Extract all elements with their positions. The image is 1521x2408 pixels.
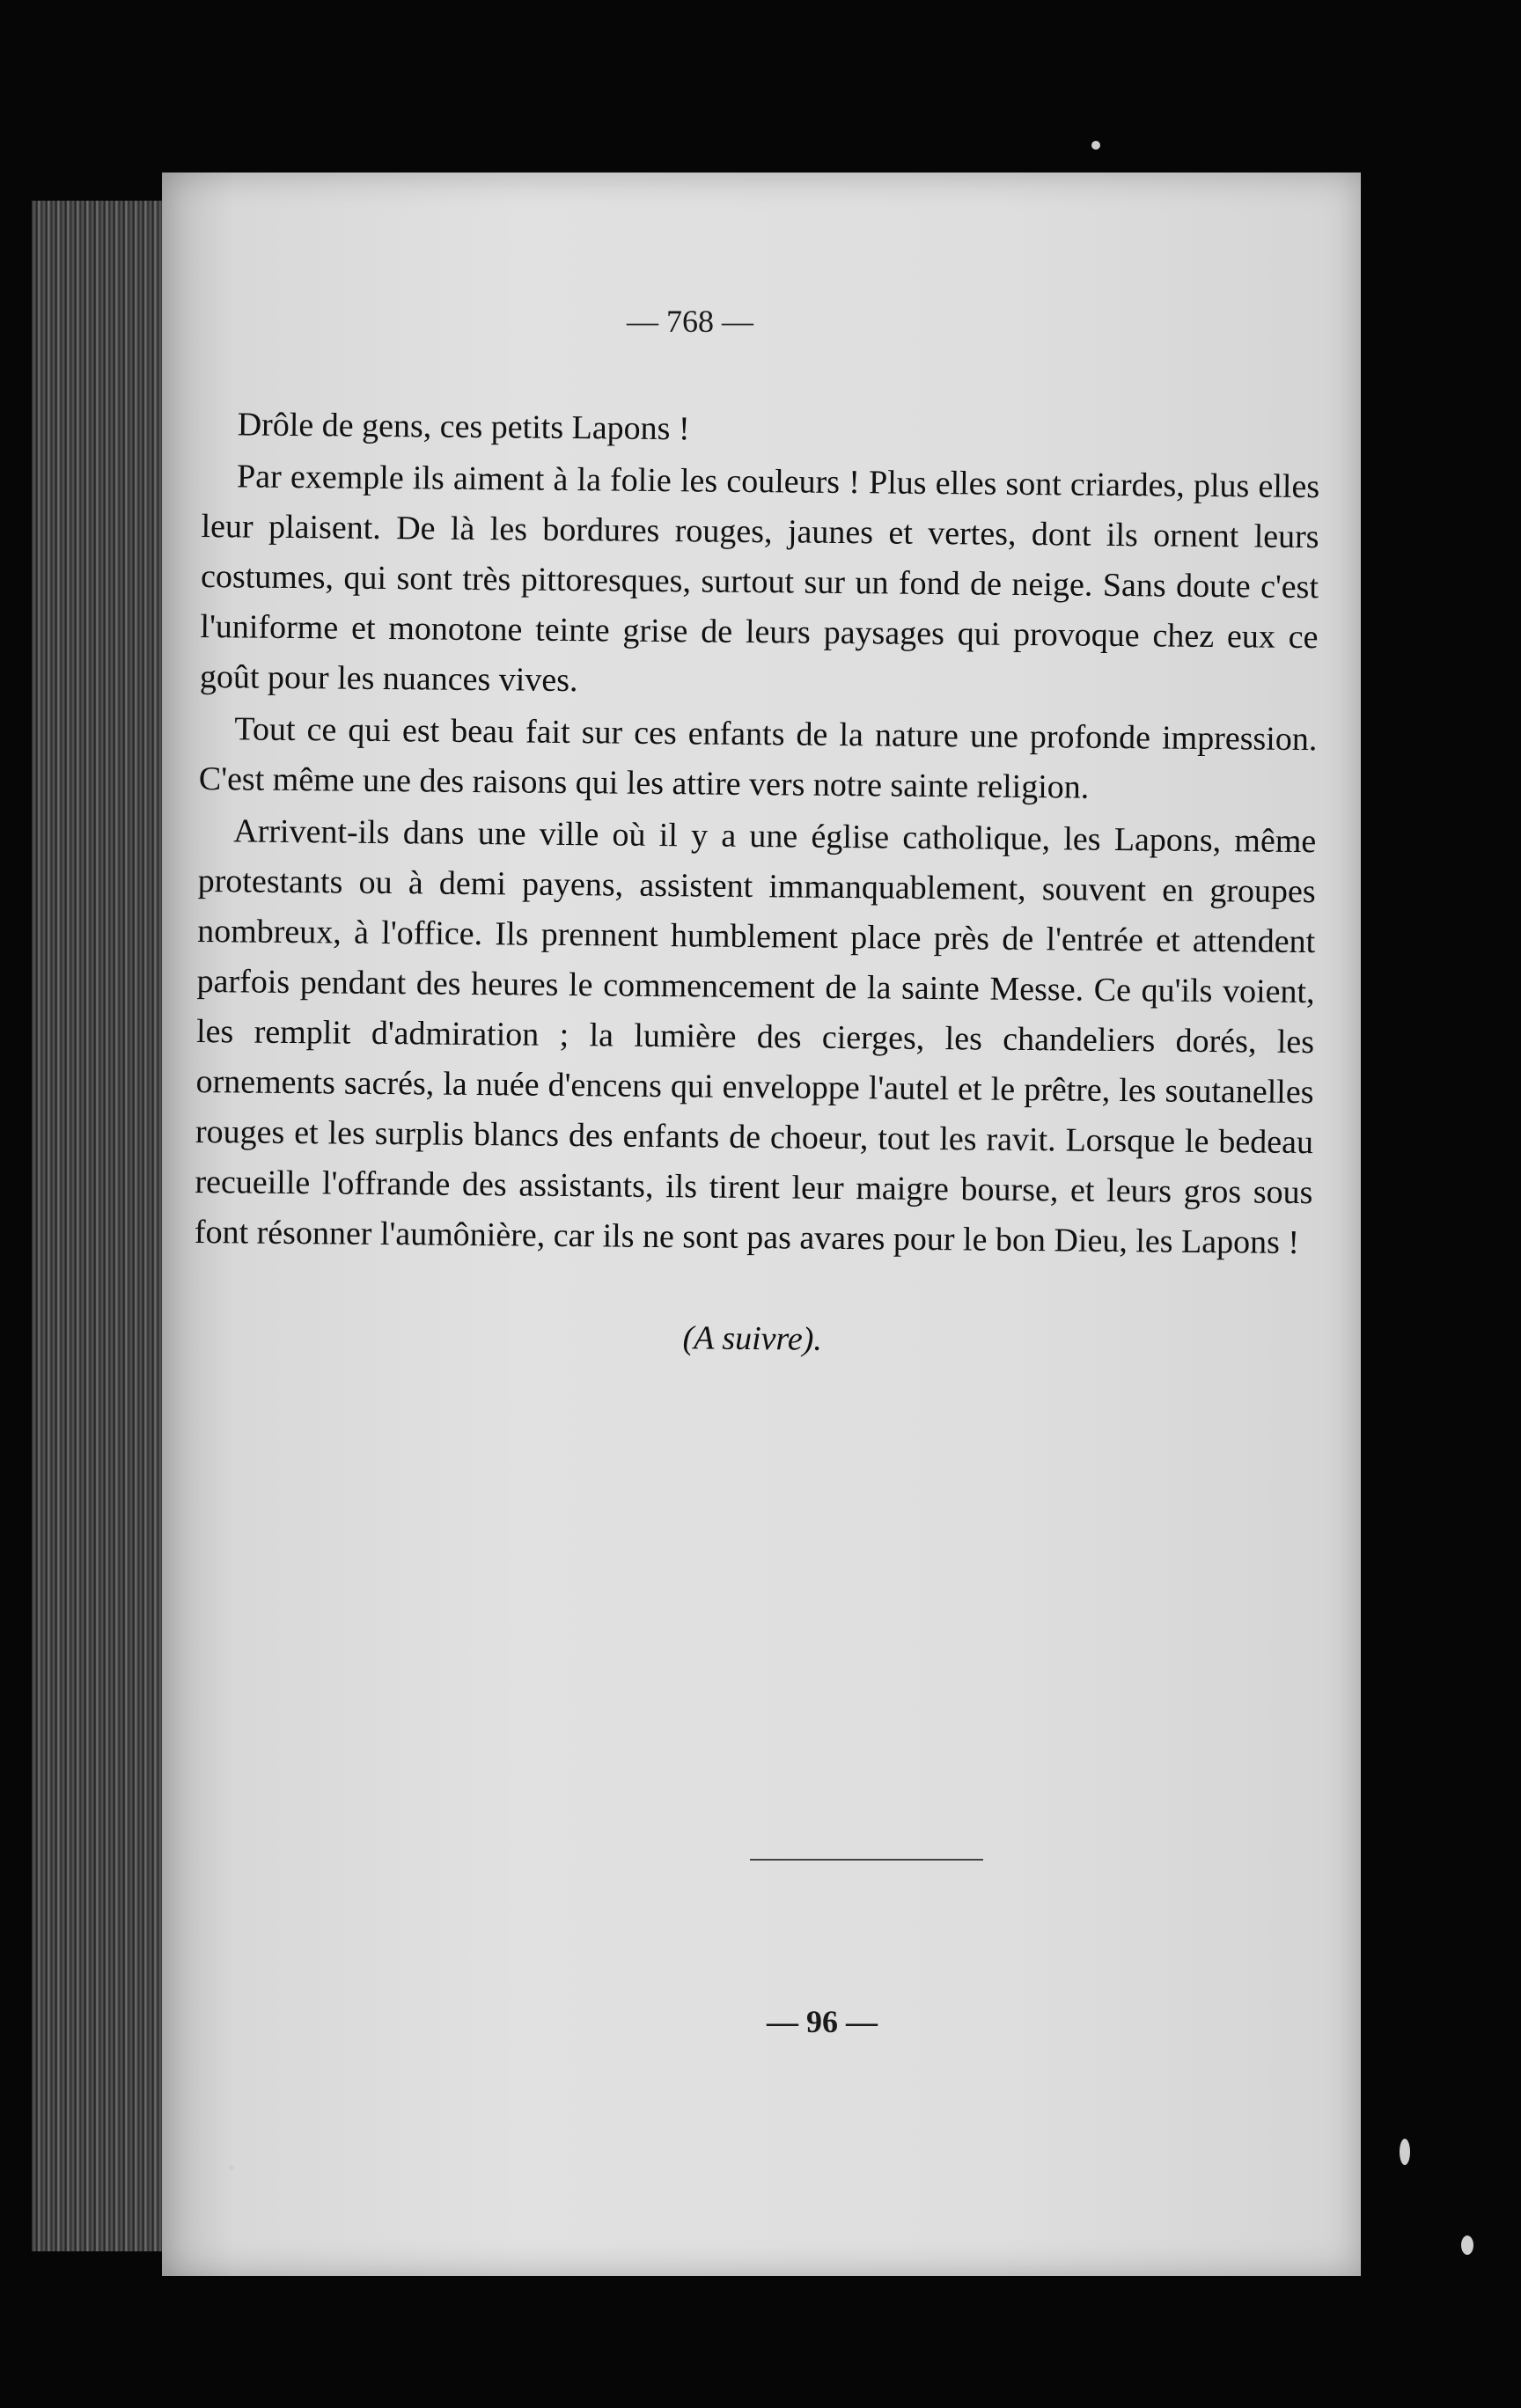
book-page (162, 173, 1361, 2276)
page-number-top: — 768 — (627, 304, 753, 339)
dust-speck (1461, 2235, 1473, 2255)
section-rule (750, 1859, 983, 1861)
book-page-edges (32, 201, 173, 2251)
to-be-continued: (A suivre). (682, 1319, 823, 1358)
dust-speck (1091, 141, 1100, 150)
paragraph-2: Par exemple ils aiment à la folie les couleurs ! Plus elles sont criardes, plus elles leur plaisent. De là les bordures rouges, jaunes et vertes, dont ils ornent leurs costumes, qui sont très pittoresques, surtout sur un fond de neige. Sans doute c'est l'uniforme et monotone teinte grise de leurs paysages qui provoque chez eux ce goût pour les nuances vives. (199, 458, 1320, 700)
paragraph-3: Tout ce qui est beau fait sur ces enfants de la nature une profonde impression. C'est même une des raisons qui les attire vers notre sainte religion. (198, 710, 1318, 806)
paragraph-1: Drôle de gens, ces petits Lapons ! (237, 406, 690, 448)
paragraph-4: Arrivent-ils dans une ville où il y a une église catholique, les Lapons, même protestants ou à demi payens, assistent immanquablement, souvent en groupes nombreux, à l'office. Ils prennent humblement place près de l'entrée et attendent parfois pendant des heures le commencement de la sainte Messe. Ce qu'ils voient, les remplit d'admiration ; la lumière des cierges, les chandeliers dorés, les ornements sacrés, la nuée d'encens qui enveloppe l'autel et le prêtre, les soutanelles rouges et les surplis blancs des enfants de choeur, tout les ravit. Lorsque le bedeau recueille l'offrande des assistants, ils tirent leur maigre bourse, et leurs gros sous font résonner l'aumônière, car ils ne sont pas avares pour le bon Dieu, les Lapons ! (194, 812, 1317, 1262)
page-number-bottom: — 96 — (767, 2004, 878, 2039)
dust-speck (1400, 2139, 1410, 2165)
page-body-text (194, 400, 1320, 1369)
dust-speck (229, 2165, 234, 2170)
